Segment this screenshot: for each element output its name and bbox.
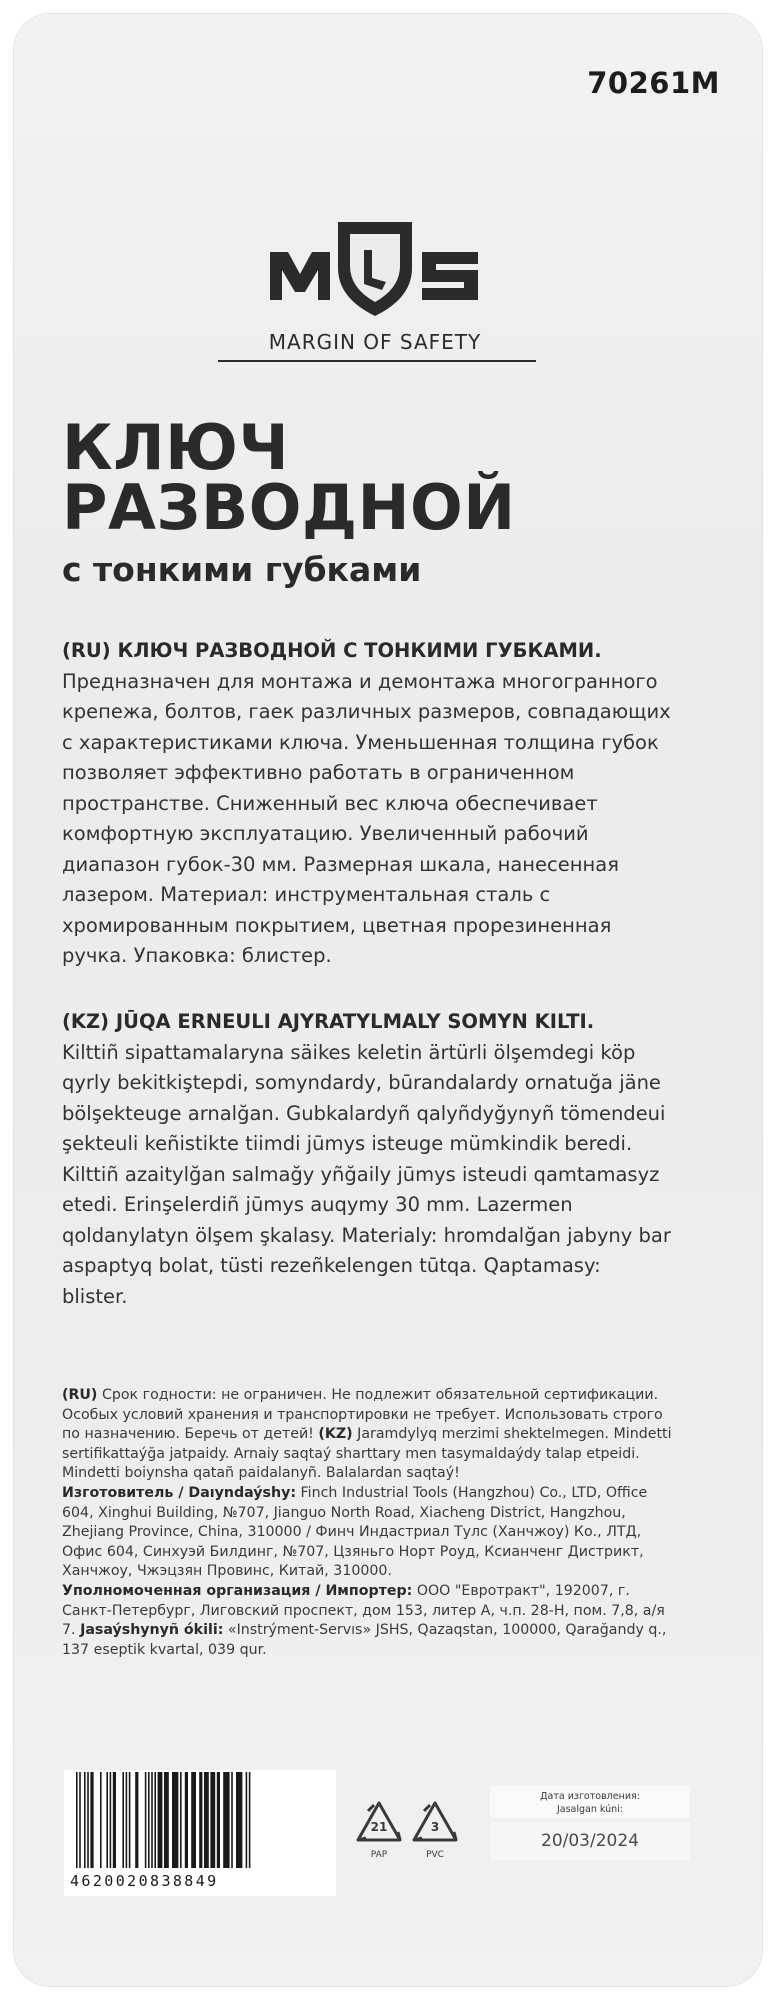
barcode-bar bbox=[158, 1772, 163, 1868]
description-kz bbox=[62, 1007, 672, 1312]
barcode-bar bbox=[113, 1772, 116, 1868]
brand-logo bbox=[210, 212, 540, 372]
production-date-box bbox=[490, 1786, 690, 1862]
brand-name: MARGIN OF SAFETY bbox=[268, 330, 482, 354]
legal-ru-label: (RU) bbox=[62, 1387, 98, 1403]
barcode-bar bbox=[76, 1772, 78, 1868]
barcode-bar bbox=[154, 1772, 156, 1868]
barcode-bar bbox=[135, 1772, 138, 1868]
barcode-bar bbox=[204, 1772, 209, 1868]
recycle-material: PAP bbox=[370, 1850, 388, 1860]
barcode-bar bbox=[185, 1772, 188, 1868]
description-kz-heading: (KZ) JŪQA ERNEULI AJYRATYLMALY SOMYN KILTI. bbox=[62, 1010, 595, 1033]
barcode-bar bbox=[84, 1772, 86, 1868]
barcode-bar bbox=[87, 1772, 89, 1868]
recycle-symbol-pap bbox=[352, 1798, 406, 1878]
barcode-bar bbox=[122, 1772, 124, 1868]
barcode-bar bbox=[106, 1772, 108, 1868]
title-line-2: РАЗВОДНОЙ bbox=[62, 471, 516, 544]
barcode-bar bbox=[126, 1772, 128, 1868]
manufacturer-label: Изготовитель / Daıyndaýshy: bbox=[62, 1484, 297, 1501]
barcode-bar bbox=[180, 1772, 182, 1868]
recycle-code: 21 bbox=[370, 1820, 388, 1834]
barcode-bar bbox=[172, 1772, 178, 1868]
article-number: 70261M bbox=[587, 66, 720, 100]
production-date-label bbox=[490, 1786, 690, 1818]
description-kz-body: Kilttiñ sipattamalaryna säikes keletin ärtürli ölşemdegi köp qyrly bekitkiştерdi, somyndardy, būrandalardy ornatuğa jäne bölşekteuge arnalğan. Gubkalardyñ qalyñdyğynyñ tömendeui şekteuli keñistikte tiimdi jūmys isteuge mümkindik beredi. Kilttiñ azaitylğan salmağy yñğaily jūmys isteudi qamtamasyz etedi. Erinşelerdiñ jūmys auqymy 30 mm. Lazermen qoldanylatyn ölşem şkalasy. Materialy: hromdalğan jabyny bar aspaptyq bolat, tüstі rezeñkelengen tūtqa. Qaptamasy: blister. bbox=[62, 1040, 671, 1308]
production-date-value: 20/03/2024 bbox=[490, 1822, 690, 1860]
barcode-bar bbox=[236, 1772, 242, 1868]
product-subtitle: с тонкими губками bbox=[62, 550, 422, 589]
product-title bbox=[62, 411, 516, 544]
barcode-bar bbox=[223, 1772, 229, 1868]
production-date-label-kz: Jasalgan kúni: bbox=[556, 1804, 624, 1815]
recycle-code: 3 bbox=[430, 1820, 440, 1834]
manufacturer-text: Finch Industrial Tools (Hangzhou) Co., LTD, Office 604, Xinghui Building, №707, Jianguo North Road, Xiacheng District, Hangzhou, Zhejiang Province, China, 310000 / Финч Индастриал Тулс (Ханчжоу) Ко., ЛТД, Офис 604, Синхуэй Билдинг, №707, Цзяньго Норт Роуд, Ксианченг Дистрикт, Ханчжоу, Чжэцзян Провинс, Китай, 310000. bbox=[62, 1484, 648, 1580]
barcode-bar bbox=[151, 1772, 153, 1868]
barcode-bars-icon bbox=[72, 1772, 328, 1870]
barcode-bar bbox=[129, 1772, 131, 1868]
barcode-bar bbox=[231, 1772, 233, 1868]
description-ru-body: Предназначен для монтажа и демонтажа многогранного крепежа, болтов, гаек различных размеров, совпадающих с характеристиками ключа. Уменьшенная толщина губок позволяет эффективно работать в ограниченном пространстве. Сниженный вес ключа обеспечивает комфортную эксплуатацию. Увеличенный рабочий диапазон губок-30 мм. Размерная шкала, нанесенная лазером. Материал: инструментальная сталь с хромированным покрытием, цветная прорезиненная ручка. Упаковка: блистер. bbox=[62, 669, 671, 967]
barcode-bar bbox=[199, 1772, 202, 1868]
recycle-material: PVC bbox=[426, 1850, 444, 1860]
barcode-bar bbox=[79, 1772, 81, 1868]
mos-logo-icon bbox=[260, 212, 490, 322]
recycle-symbol-pvc bbox=[408, 1798, 462, 1878]
representative-label: Jasaýshynyñ ókili: bbox=[80, 1622, 224, 1639]
production-date-label-ru: Дата изготовления: bbox=[540, 1791, 640, 1802]
importer-label: Уполномоченная организация / Импортер: bbox=[62, 1582, 413, 1599]
representative-text: «Instrýment-Servıs» JSHS, Qazaqstan, 100000, Qarağandy q., 137 eseptik kvartal, 039 qur. bbox=[62, 1622, 667, 1658]
barcode-bar bbox=[217, 1772, 220, 1868]
title-line-1: КЛЮЧ bbox=[62, 411, 290, 484]
barcode-bar bbox=[100, 1772, 102, 1868]
barcode-bar bbox=[148, 1772, 150, 1868]
barcode-bar bbox=[249, 1772, 251, 1868]
barcode-bar bbox=[210, 1772, 215, 1868]
barcode-bar bbox=[246, 1772, 248, 1868]
legal-kz-text: Jaramdylyq merzimi shektelmegen. Mindetti sertifikattaýğa jatpaidy. Arnaiy saqtaý sharttary men tasymaldaýdy talap etpeidi. Mindetti boiynsha qatañ paidalanyñ. Balalardan saqtaý! bbox=[62, 1426, 672, 1482]
importer-text: ООО "Евротракт", 192007, г. Санкт-Петербург, Лиговский проспект, дом 153, литер А, ч.п. 28-Н, пом. 7,8, а/я 7. bbox=[62, 1582, 665, 1639]
barcode-bar bbox=[145, 1772, 147, 1868]
legal-ru-text: Срок годности: не ограничен. Не подлежит обязательной сертификации. Особых условий хранения и транспортировки не требует. Использовать строго по назначению. Беречь от детей! bbox=[62, 1387, 663, 1443]
barcode-bar bbox=[191, 1772, 196, 1868]
barcode-bar bbox=[164, 1772, 169, 1868]
barcode-bar bbox=[90, 1772, 93, 1868]
brand-underline bbox=[218, 360, 536, 362]
description-ru bbox=[62, 636, 672, 972]
legal-kz-label: (KZ) bbox=[318, 1426, 353, 1443]
description-ru-heading: (RU) КЛЮЧ РАЗВОДНОЙ С ТОНКИМИ ГУБКАМИ. bbox=[62, 639, 602, 662]
legal-info bbox=[62, 1386, 682, 1660]
barcode-number: 4620020838849 bbox=[70, 1872, 219, 1890]
barcode-bar bbox=[110, 1772, 112, 1868]
barcode bbox=[64, 1770, 336, 1896]
